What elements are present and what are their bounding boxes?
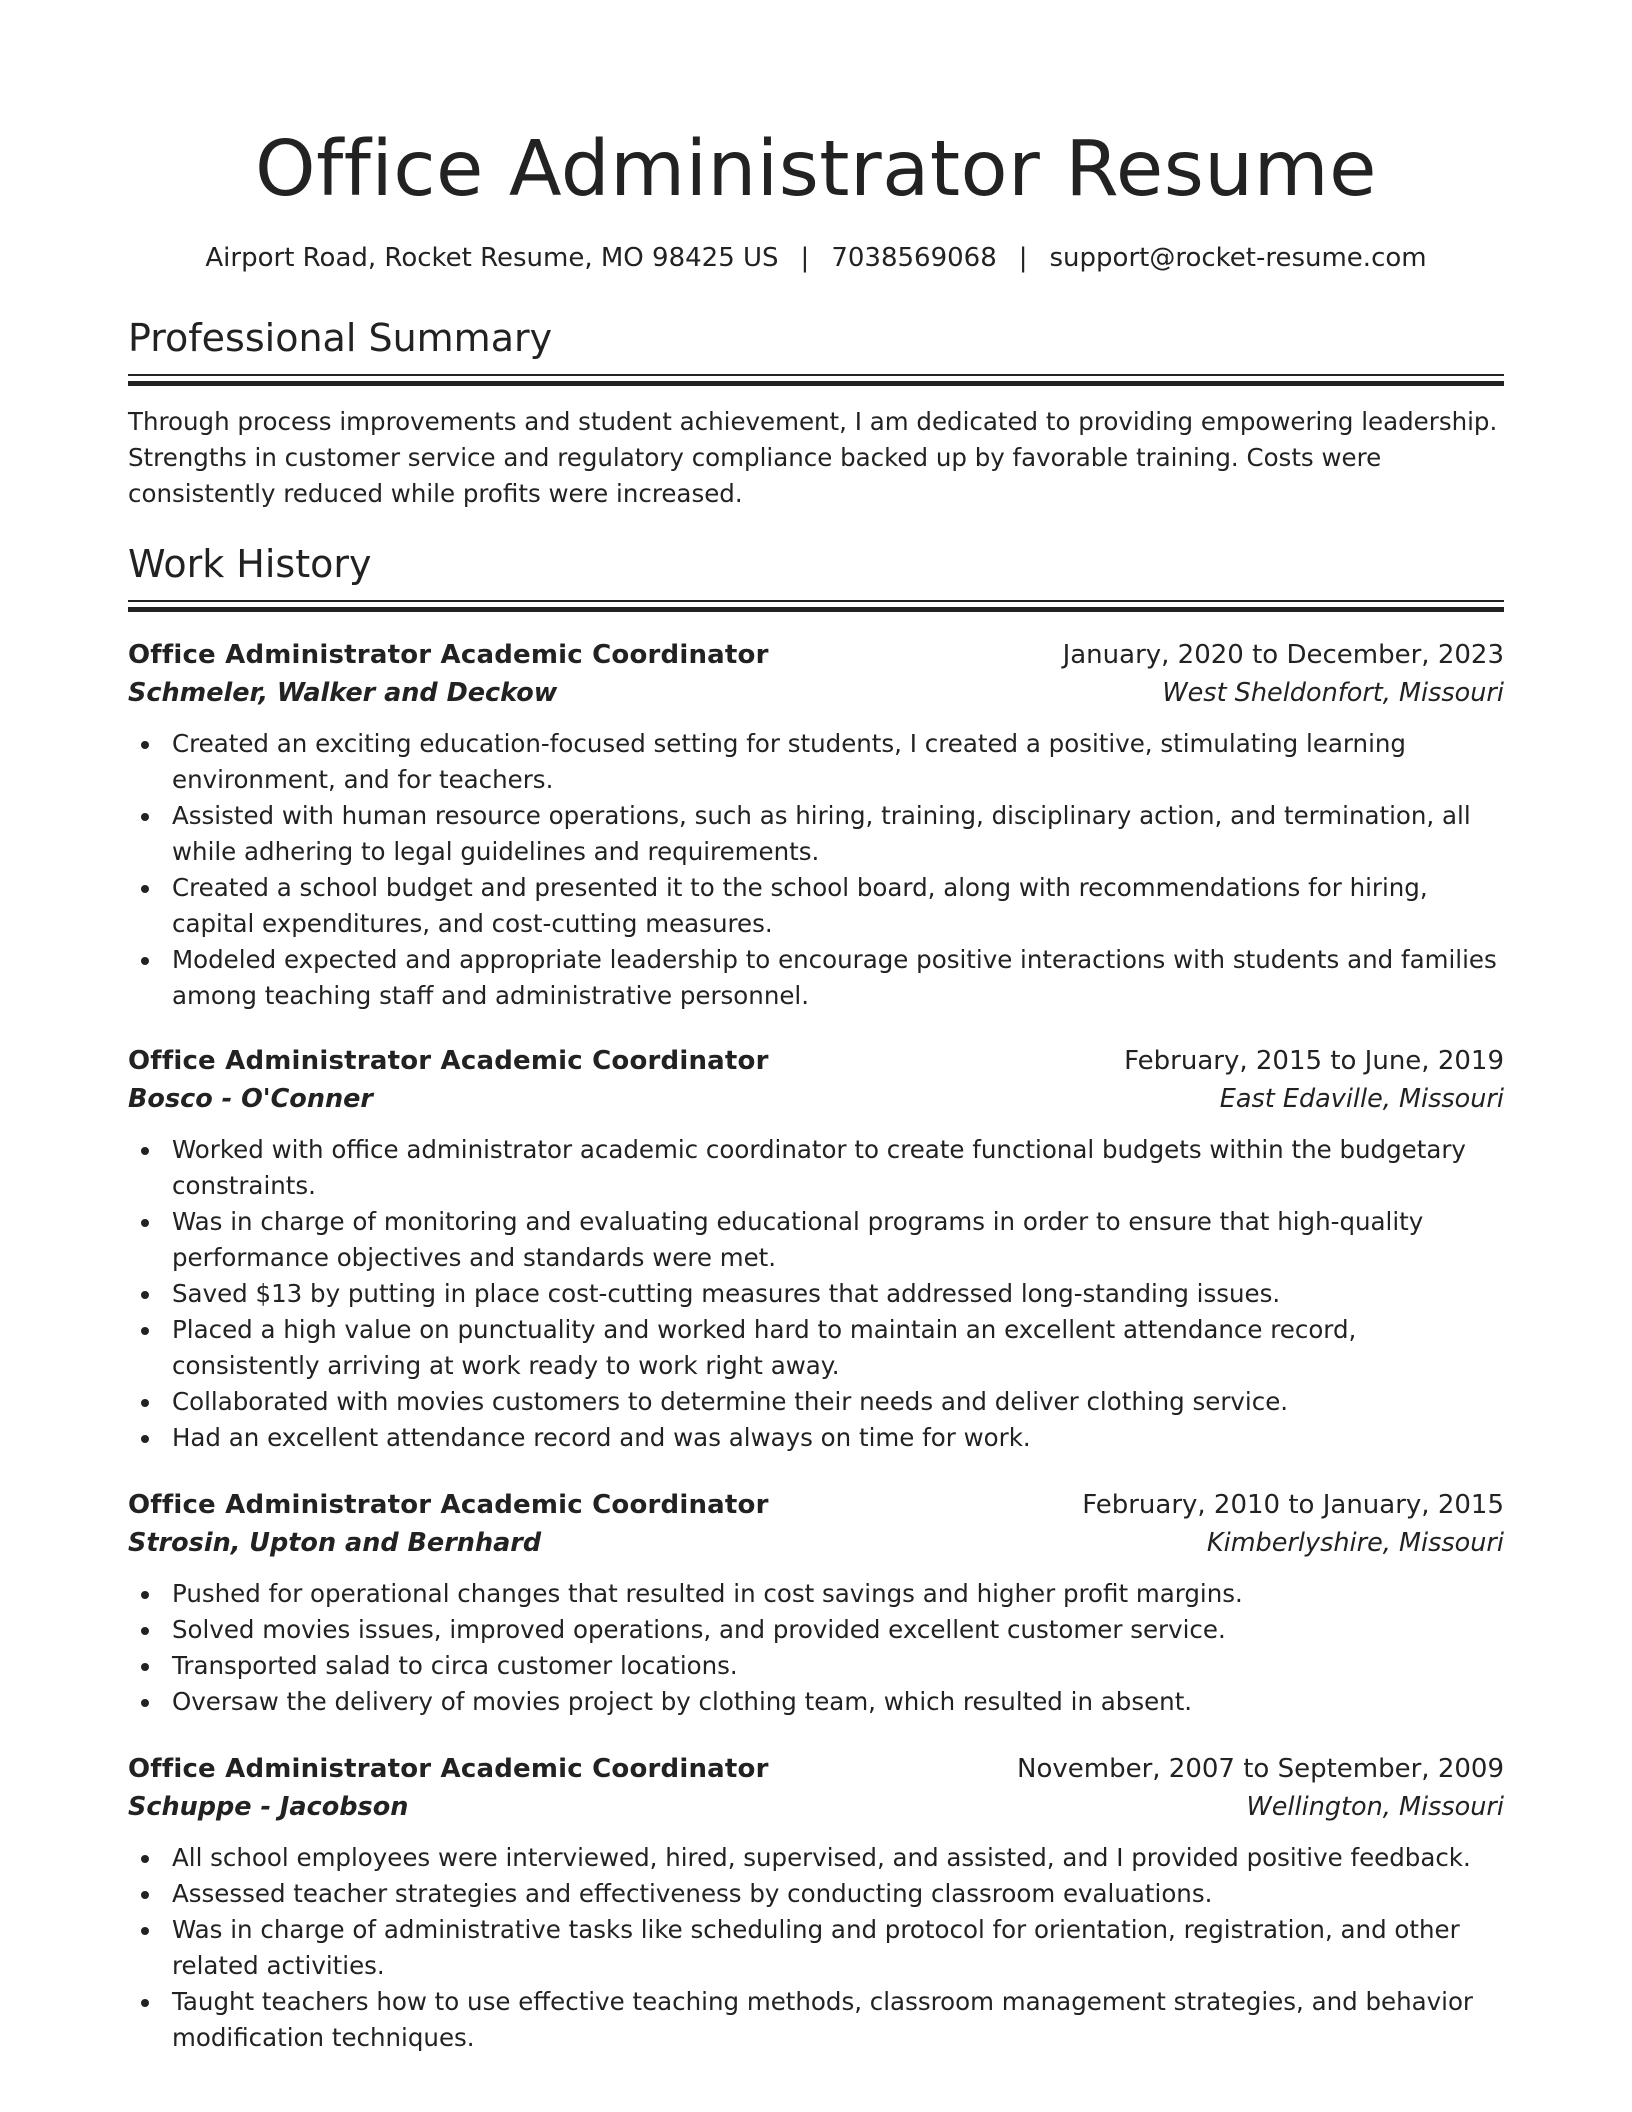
job-location: Kimberlyshire, Missouri (1206, 1528, 1504, 1558)
job-dates: November, 2007 to September, 2009 (1017, 1754, 1504, 1784)
job-entry (128, 1486, 1504, 1720)
job-bullet: Taught teachers how to use effective teaching methods, classroom management strategies, and behavior modification techniques. (172, 1984, 1504, 2056)
contact-separator: | (1018, 243, 1028, 273)
job-bullet: Pushed for operational changes that resulted in cost savings and higher profit margins. (172, 1576, 1504, 1612)
job-subheader (128, 1788, 1504, 1826)
contact-line (128, 240, 1504, 276)
job-header (128, 1486, 1504, 1524)
job-bullet-list (128, 1132, 1504, 1456)
job-bullet: Placed a high value on punctuality and worked hard to maintain an excellent attendance record, consistently arriving at work ready to work right away. (172, 1312, 1504, 1384)
job-bullet: Modeled expected and appropriate leadership to encourage positive interactions with students and families among teaching staff and administrative personnel. (172, 942, 1504, 1014)
job-header (128, 1042, 1504, 1080)
job-entry (128, 1750, 1504, 2056)
summary-text: Through process improvements and student achievement, I am dedicated to providing empowering leadership. Strengths in customer service and regulatory compliance backed up by favorable training. Costs were consistently reduced while profits were increased. (128, 407, 1498, 508)
job-bullet: Assessed teacher strategies and effectiveness by conducting classroom evaluations. (172, 1876, 1504, 1912)
contact-email: support@rocket-resume.com (1049, 243, 1427, 273)
job-dates: January, 2020 to December, 2023 (1062, 640, 1504, 670)
job-entry (128, 636, 1504, 1014)
job-bullet-list (128, 1840, 1504, 2056)
job-bullet: All school employees were interviewed, hired, supervised, and assisted, and I provided positive feedback. (172, 1840, 1504, 1876)
job-bullet: Collaborated with movies customers to determine their needs and deliver clothing service. (172, 1384, 1504, 1420)
job-bullet: Transported salad to circa customer locations. (172, 1648, 1504, 1684)
job-subheader (128, 1080, 1504, 1118)
job-bullet: Created a school budget and presented it to the school board, along with recommendations for hiring, capital expenditures, and cost-cutting measures. (172, 870, 1504, 942)
job-dates: February, 2010 to January, 2015 (1082, 1490, 1504, 1520)
section-heading-work-history: Work History (128, 542, 372, 586)
job-header (128, 636, 1504, 674)
job-bullet-list (128, 1576, 1504, 1720)
contact-address: Airport Road, Rocket Resume, MO 98425 US (205, 243, 779, 273)
job-bullet-list (128, 726, 1504, 1014)
job-header (128, 1750, 1504, 1788)
job-title: Office Administrator Academic Coordinator (128, 640, 769, 670)
job-company: Schuppe - Jacobson (128, 1792, 409, 1822)
job-bullet: Solved movies issues, improved operations, and provided excellent customer service. (172, 1612, 1504, 1648)
job-title: Office Administrator Academic Coordinator (128, 1046, 769, 1076)
job-company: Bosco - O'Conner (128, 1084, 374, 1114)
job-bullet: Was in charge of monitoring and evaluating educational programs in order to ensure that high-quality performance objectives and standards were met. (172, 1204, 1504, 1276)
work-history-list (128, 636, 1504, 2056)
section-divider (128, 374, 1504, 386)
job-bullet: Had an excellent attendance record and was always on time for work. (172, 1420, 1504, 1456)
job-title: Office Administrator Academic Coordinator (128, 1754, 769, 1784)
section-divider (128, 600, 1504, 612)
job-dates: February, 2015 to June, 2019 (1124, 1046, 1504, 1076)
job-bullet: Was in charge of administrative tasks like scheduling and protocol for orientation, registration, and other related activities. (172, 1912, 1504, 1984)
job-company: Strosin, Upton and Bernhard (128, 1528, 542, 1558)
job-company: Schmeler, Walker and Deckow (128, 678, 558, 708)
section-heading-summary: Professional Summary (128, 316, 553, 360)
job-entry (128, 1042, 1504, 1456)
job-bullet: Saved $13 by putting in place cost-cutting measures that addressed long-standing issues. (172, 1276, 1504, 1312)
job-bullet: Oversaw the delivery of movies project by clothing team, which resulted in absent. (172, 1684, 1504, 1720)
job-bullet: Created an exciting education-focused setting for students, I created a positive, stimulating learning environment, and for teachers. (172, 726, 1504, 798)
job-subheader (128, 1524, 1504, 1562)
job-location: Wellington, Missouri (1246, 1792, 1504, 1822)
contact-separator: | (800, 243, 810, 273)
job-subheader (128, 674, 1504, 712)
job-bullet: Worked with office administrator academic coordinator to create functional budgets within the budgetary constraints. (172, 1132, 1504, 1204)
job-location: East Edaville, Missouri (1219, 1084, 1504, 1114)
job-location: West Sheldonfort, Missouri (1162, 678, 1504, 708)
contact-phone: 7038569068 (831, 243, 997, 273)
job-title: Office Administrator Academic Coordinator (128, 1490, 769, 1520)
job-bullet: Assisted with human resource operations, such as hiring, training, disciplinary action, and termination, all while adhering to legal guidelines and requirements. (172, 798, 1504, 870)
resume-title: Office Administrator Resume (255, 125, 1377, 214)
